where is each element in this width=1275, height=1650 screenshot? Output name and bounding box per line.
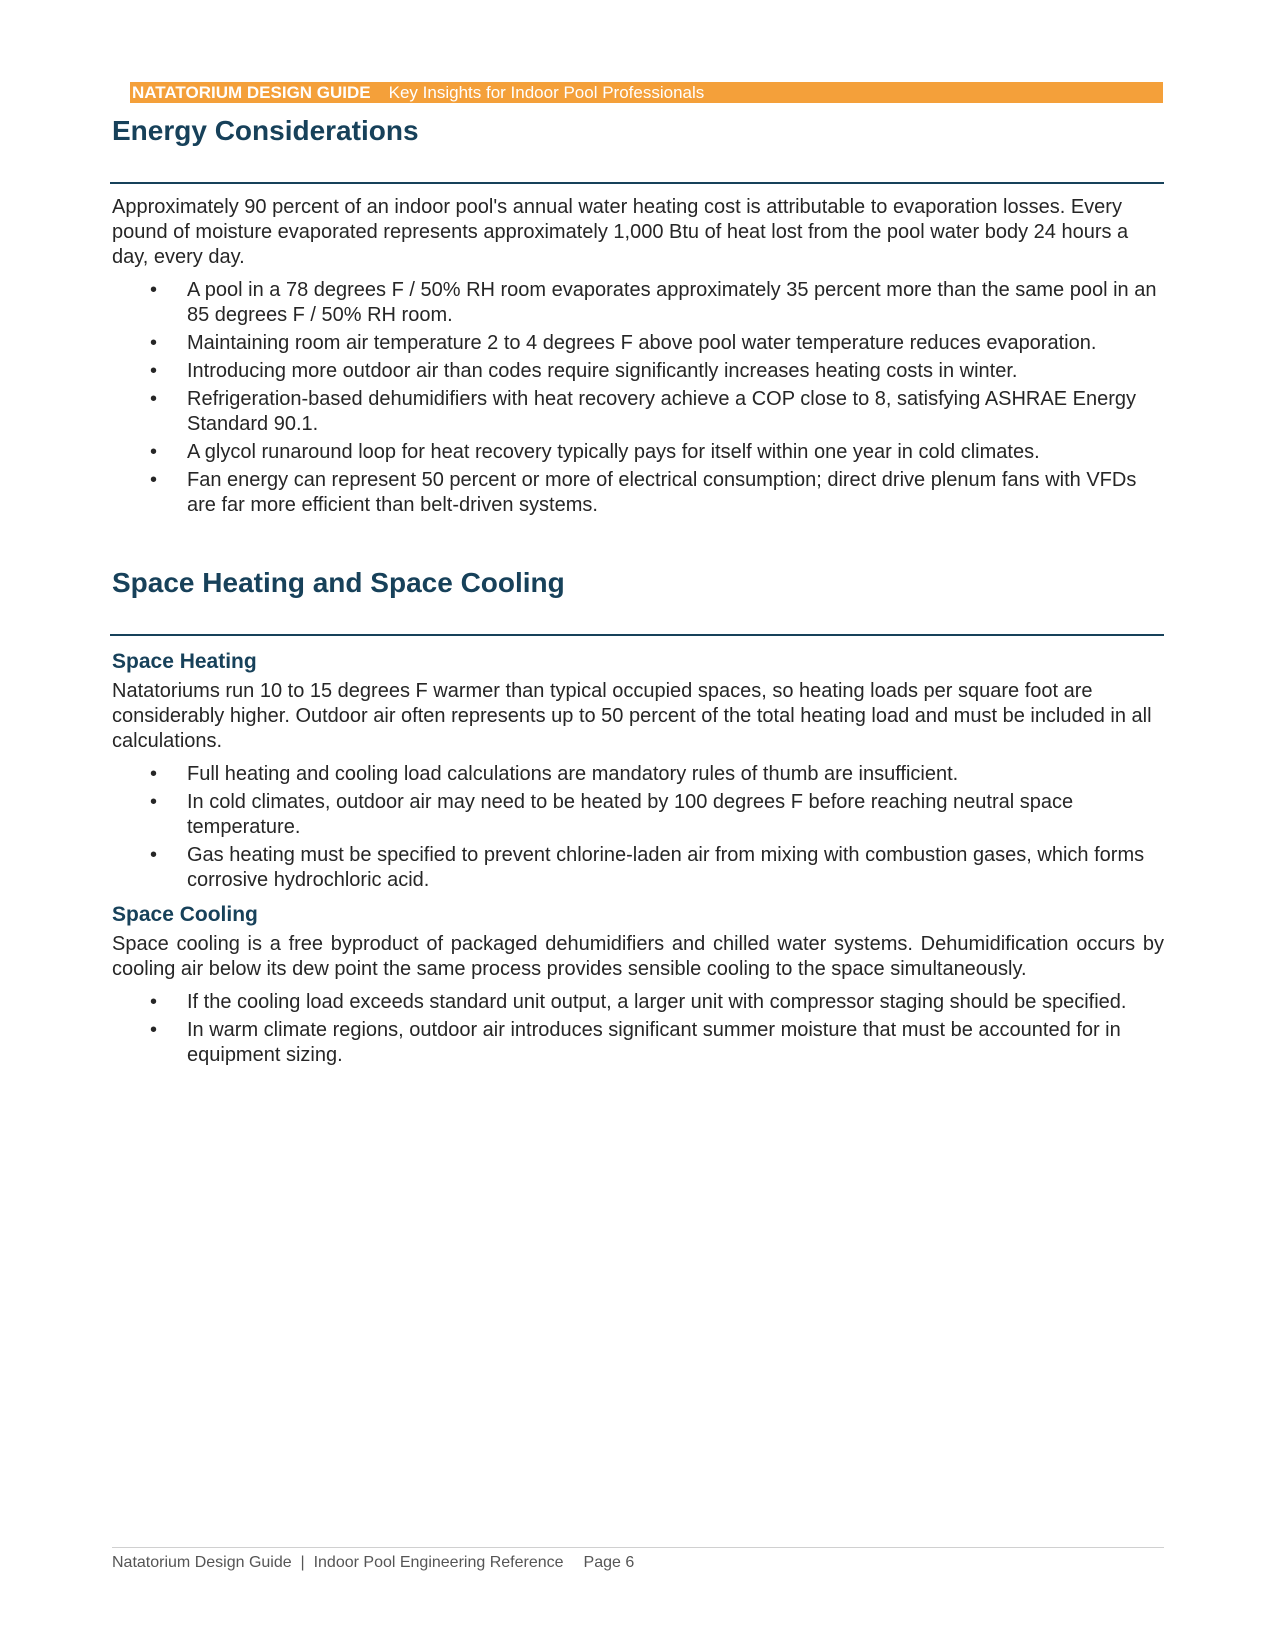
list-item-text: Fan energy can represent 50 percent or more of electrical consumption; direct drive plenum fans with VFDs are far more efficient than belt-driven systems. — [187, 469, 1137, 516]
space-section — [112, 560, 1164, 1068]
space-heating-bullet-list — [112, 762, 1164, 893]
header-title: NATATORIUM DESIGN GUIDE — [132, 83, 371, 102]
energy-intro-paragraph: Approximately 90 percent of an indoor pool's annual water heating cost is attributable to evaporation losses. Every pound of moisture evaporated represents approximately 1,000 Btu of heat lost from the pool water body 24 hours a day, every day. — [112, 196, 1129, 268]
space-heating-title: Space Heating — [112, 650, 257, 673]
list-item-text: Introducing more outdoor air than codes require significantly increases heating costs in winter. — [187, 360, 1018, 382]
list-item-text: Refrigeration-based dehumidifiers with heat recovery achieve a COP close to 8, satisfying ASHRAE Energy Standard 90.1. — [187, 388, 1136, 435]
bullet-icon: • — [150, 388, 158, 410]
footer-text: Natatorium Design Guide | Indoor Pool Engineering Reference — [112, 1554, 564, 1571]
list-item-text: A pool in a 78 degrees F / 50% RH room evaporates approximately 35 percent more than the same pool in an 85 degrees F / 50% RH room. — [187, 279, 1157, 326]
list-item — [112, 990, 1164, 1015]
space-section-title: Space Heating and Space Cooling — [112, 567, 565, 598]
section-divider — [110, 634, 1164, 636]
list-item-text: Full heating and cooling load calculations are mandatory rules of thumb are insufficient. — [187, 763, 959, 785]
footer-divider — [112, 1547, 1164, 1548]
header-band — [130, 82, 1163, 103]
list-item-text: In cold climates, outdoor air may need to be heated by 100 degrees F before reaching neutral space temperature. — [187, 791, 1074, 838]
list-item-text: A glycol runaround loop for heat recovery typically pays for itself within one year in cold climates. — [187, 441, 1040, 463]
list-item — [112, 440, 1164, 465]
space-cooling-bullet-list — [112, 990, 1164, 1068]
energy-section — [112, 108, 1164, 518]
page-content — [112, 108, 1164, 1071]
list-item — [112, 468, 1164, 518]
space-cooling-paragraph: Space cooling is a free byproduct of packaged dehumidifiers and chilled water systems. Dehumidification occurs by cooling air below its dew point the same process provides sensible cooling to the space simultaneously. — [112, 933, 1164, 980]
header-subtitle: Key Insights for Indoor Pool Professionals — [388, 83, 705, 102]
list-item — [112, 331, 1164, 356]
bullet-icon: • — [150, 763, 158, 785]
bullet-icon: • — [150, 991, 158, 1013]
list-item-text: Gas heating must be specified to prevent chlorine-laden air from mixing with combustion gases, which forms corrosive hydrochloric acid. — [187, 844, 1145, 891]
list-item — [112, 1018, 1164, 1068]
space-heating-paragraph: Natatoriums run 10 to 15 degrees F warmer than typical occupied spaces, so heating loads per square foot are considerably higher. Outdoor air often represents up to 50 percent of the total heating load and must be included in all calculations. — [112, 680, 1152, 752]
bullet-icon: • — [150, 844, 158, 866]
section-divider — [110, 182, 1164, 184]
bullet-icon: • — [150, 332, 158, 354]
list-item-text: Maintaining room air temperature 2 to 4 degrees F above pool water temperature reduces evaporation. — [187, 332, 1097, 354]
bullet-icon: • — [150, 469, 158, 491]
energy-section-title: Energy Considerations — [112, 115, 419, 146]
energy-bullet-list — [112, 278, 1164, 518]
page-number: Page 6 — [583, 1554, 635, 1571]
page-footer — [112, 1553, 634, 1573]
space-cooling-title: Space Cooling — [112, 903, 258, 926]
bullet-icon: • — [150, 360, 158, 382]
bullet-icon: • — [150, 1019, 158, 1041]
list-item — [112, 387, 1164, 437]
list-item — [112, 790, 1164, 840]
list-item — [112, 278, 1164, 328]
bullet-icon: • — [150, 441, 158, 463]
list-item — [112, 843, 1164, 893]
list-item-text: In warm climate regions, outdoor air introduces significant summer moisture that must be accounted for in equipment sizing. — [187, 1019, 1121, 1066]
list-item — [112, 762, 1164, 787]
bullet-icon: • — [150, 791, 158, 813]
list-item — [112, 359, 1164, 384]
bullet-icon: • — [150, 279, 158, 301]
list-item-text: If the cooling load exceeds standard unit output, a larger unit with compressor staging should be specified. — [187, 991, 1127, 1013]
